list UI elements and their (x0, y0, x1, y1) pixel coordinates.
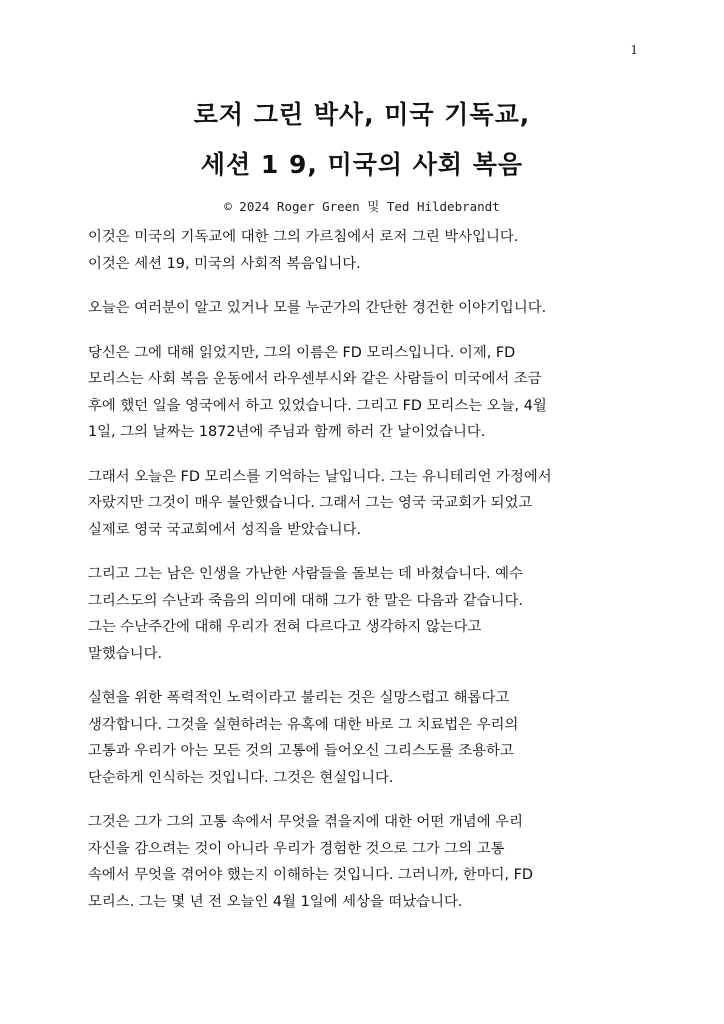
paragraph: 그것은 그가 그의 고통 속에서 무엇을 겪을지에 대한 어떤 개념에 우리 자신을 감으려는 것이 아니라 우리가 경험한 것으로 그가 그의 고통 속에서 무엇을 겪어야 했는지 이해하는 것입니다. 그러니까, 한마디, FD 모리스. 그는 몇 년 전 오늘인 4월 1일에 세상을 떠났습니다. (88, 814, 534, 910)
page-number: 1 (630, 43, 638, 57)
paragraph: 그래서 오늘은 FD 모리스를 기억하는 날입니다. 그는 유니테리언 가정에서 자랐지만 그것이 매우 불안했습니다. 그래서 그는 영국 국교회가 되었고 실제로 영국 국교회에서 성직을 받았습니다. (88, 468, 552, 538)
document-body (88, 224, 636, 933)
paragraph: 오늘은 여러분이 알고 있거나 모를 누군가의 간단한 경건한 이야기입니다. (88, 300, 547, 316)
paragraph: 당신은 그에 대해 읽었지만, 그의 이름은 FD 모리스입니다. 이제, FD 모리스는 사회 복음 운동에서 라우센부시와 같은 사람들이 미국에서 조금 후에 했던 일을 영국에서 하고 있었습니다. 그리고 FD 모리스는 오늘, 4월 1일, 그의 날짜는 1872년에 주님과 함께 하러 간 날이었습니다. (88, 344, 547, 440)
title-line-2: 세션 1 9, 미국의 사회 복음 (200, 150, 524, 179)
paragraph: 그리고 그는 남은 인생을 가난한 사람들을 돌보는 데 바쳤습니다. 예수 그리스도의 수난과 죽음의 의미에 대해 그가 한 말은 다음과 같습니다. 그는 수난주간에 대해 우리가 전혀 다르다고 생각하지 않는다고 말했습니다. (88, 566, 523, 662)
title-line-1: 로저 그린 박사, 미국 기독교, (193, 100, 531, 129)
paragraph: 실현을 위한 폭력적인 노력이라고 불리는 것은 실망스럽고 해롭다고 생각합니다. 그것을 실현하려는 유혹에 대한 바로 그 치료법은 우리의 고통과 우리가 아는 모든 것의 고통에 들어오신 그리스도를 조용하고 단순하게 인식하는 것입니다. 그것은 현실입니다. (88, 690, 519, 786)
title-block (0, 90, 724, 218)
copyright-notice: © 2024 Roger Green 및 Ted Hildebrandt (224, 199, 500, 214)
paragraph: 이것은 미국의 기독교에 대한 그의 가르침에서 로저 그린 박사입니다. 이것은 세션 19, 미국의 사회적 복음입니다. (88, 229, 519, 272)
